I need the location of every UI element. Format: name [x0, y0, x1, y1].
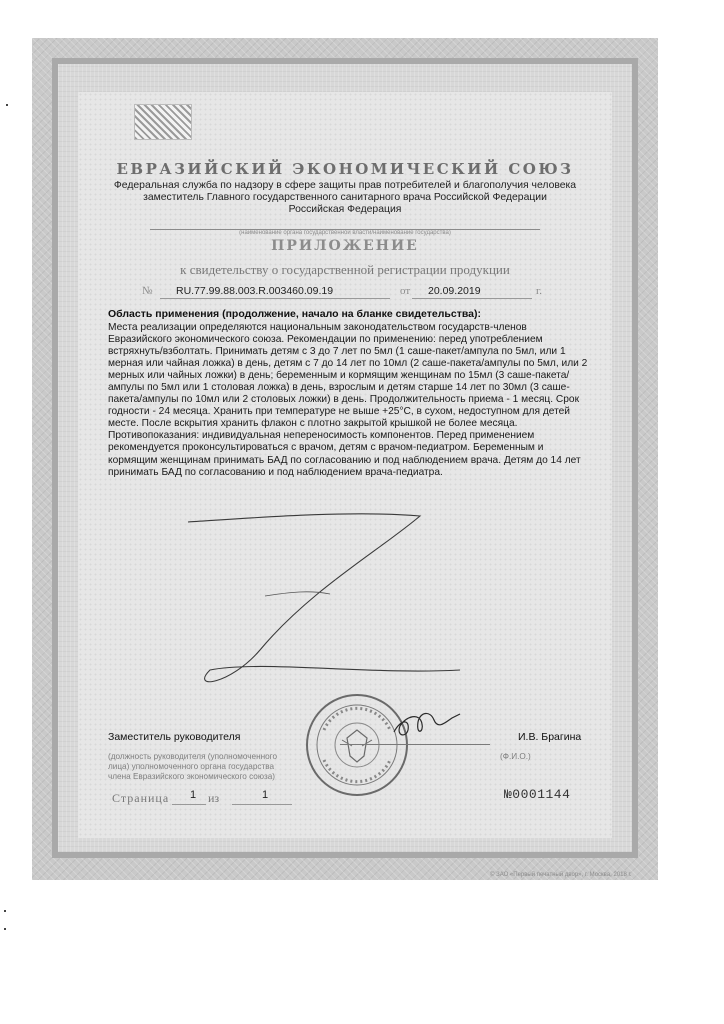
- date-underline: [412, 298, 532, 299]
- page-label: Страница: [112, 791, 170, 805]
- caption-line: (должность руководителя (уполномоченного: [108, 752, 278, 761]
- scan-artifact: [6, 104, 8, 106]
- agency-line: Российская Федерация: [288, 204, 402, 215]
- number-label: №: [142, 285, 153, 297]
- scan-artifact: [4, 928, 6, 930]
- agency-line: Федеральная служба по надзору в сфере защиты прав потребителей и благополучия человека: [113, 180, 577, 191]
- registration-date: 20.09.2019: [428, 285, 481, 297]
- year-suffix: г.: [536, 285, 543, 297]
- agency-line: заместитель Главного государственного санитарного врача Российской Федерации: [143, 192, 547, 203]
- printer-note: © ЗАО «Первый печатный двор», г. Москва, 2018 г.: [490, 872, 632, 878]
- z-cancellation-mark: [170, 500, 470, 700]
- scope-heading: Область применения (продолжение, начало на бланке свидетельства):: [108, 308, 481, 320]
- signature-line: [340, 744, 490, 745]
- security-pattern: [134, 104, 192, 140]
- caption-line: члена Евразийского экономического союза): [108, 772, 276, 781]
- page-total: 1: [262, 789, 269, 801]
- caption-line: лица) уполномоченного органа государства: [108, 762, 275, 771]
- fio-caption: (Ф.И.О.): [500, 752, 531, 761]
- date-label: от: [400, 285, 411, 297]
- page-underline: [172, 804, 206, 805]
- of-label: из: [208, 791, 220, 805]
- handwritten-signature: [386, 702, 466, 742]
- page-number: 1: [190, 789, 197, 801]
- annex-subtitle: к свидетельству о государственной регистрации продукции: [180, 262, 510, 277]
- scope-text: Места реализации определяются национальным законодательством государств-членов Евразийского экономического союза. Рекомендации по применению: перед употреблением встряхнуть/взболтать. Принимать детям с 3 до 7 лет по 5мл (1 саше-пакет/ампула по 5мл, или 1 мерная или чайная ложка) в день, детям с 7 до 14 лет по 10мл (2 саше-пакета/ампулы по 5мл, или 2 мерных или чайных ложки) в день; беременным и кормящим женщинам по 15мл (3 саше-пакета/ампулы по 5мл или 1 столовая ложка) в день, взрослым и детям старше 14 лет по 30мл (3 саше-пакета/ампулы по 10мл или 2 столовых ложки) в день. Продолжительность приема - 1 месяц. Срок годности - 24 месяца. Хранить при температуре не выше +25°С, в сухом, недоступном для детей месте. После вскрытия хранить флакон с плотно закрытой крышкой не более месяца. Противопоказания: индивидуальная непереносимость компонентов. Перед применением рекомендуется проконсультироваться с врачом, детям с врачом-педиатром. Беременным и кормящим женщинам принимать БАД по согласованию и под наблюдением врача. Детям до 14 лет принимать БАД по согласованию и под наблюдением врача-педиатра.: [108, 322, 588, 478]
- signer-name: И.В. Брагина: [518, 731, 582, 743]
- rule-caption: (наименование органа государственной власти/наименование государства): [239, 230, 451, 236]
- number-underline: [160, 298, 390, 299]
- scan-artifact: [4, 910, 6, 912]
- signature-caption: [108, 752, 338, 782]
- page-total-underline: [232, 804, 292, 805]
- annex-title: ПРИЛОЖЕНИЕ: [271, 238, 419, 254]
- serial-number: №0001144: [504, 787, 571, 802]
- issuing-agency: [90, 180, 600, 216]
- deputy-label: Заместитель руководителя: [108, 731, 241, 743]
- union-title: ЕВРАЗИЙСКИЙ ЭКОНОМИЧЕСКИЙ СОЮЗ: [116, 160, 574, 178]
- registration-number: RU.77.99.88.003.R.003460.09.19: [176, 285, 334, 297]
